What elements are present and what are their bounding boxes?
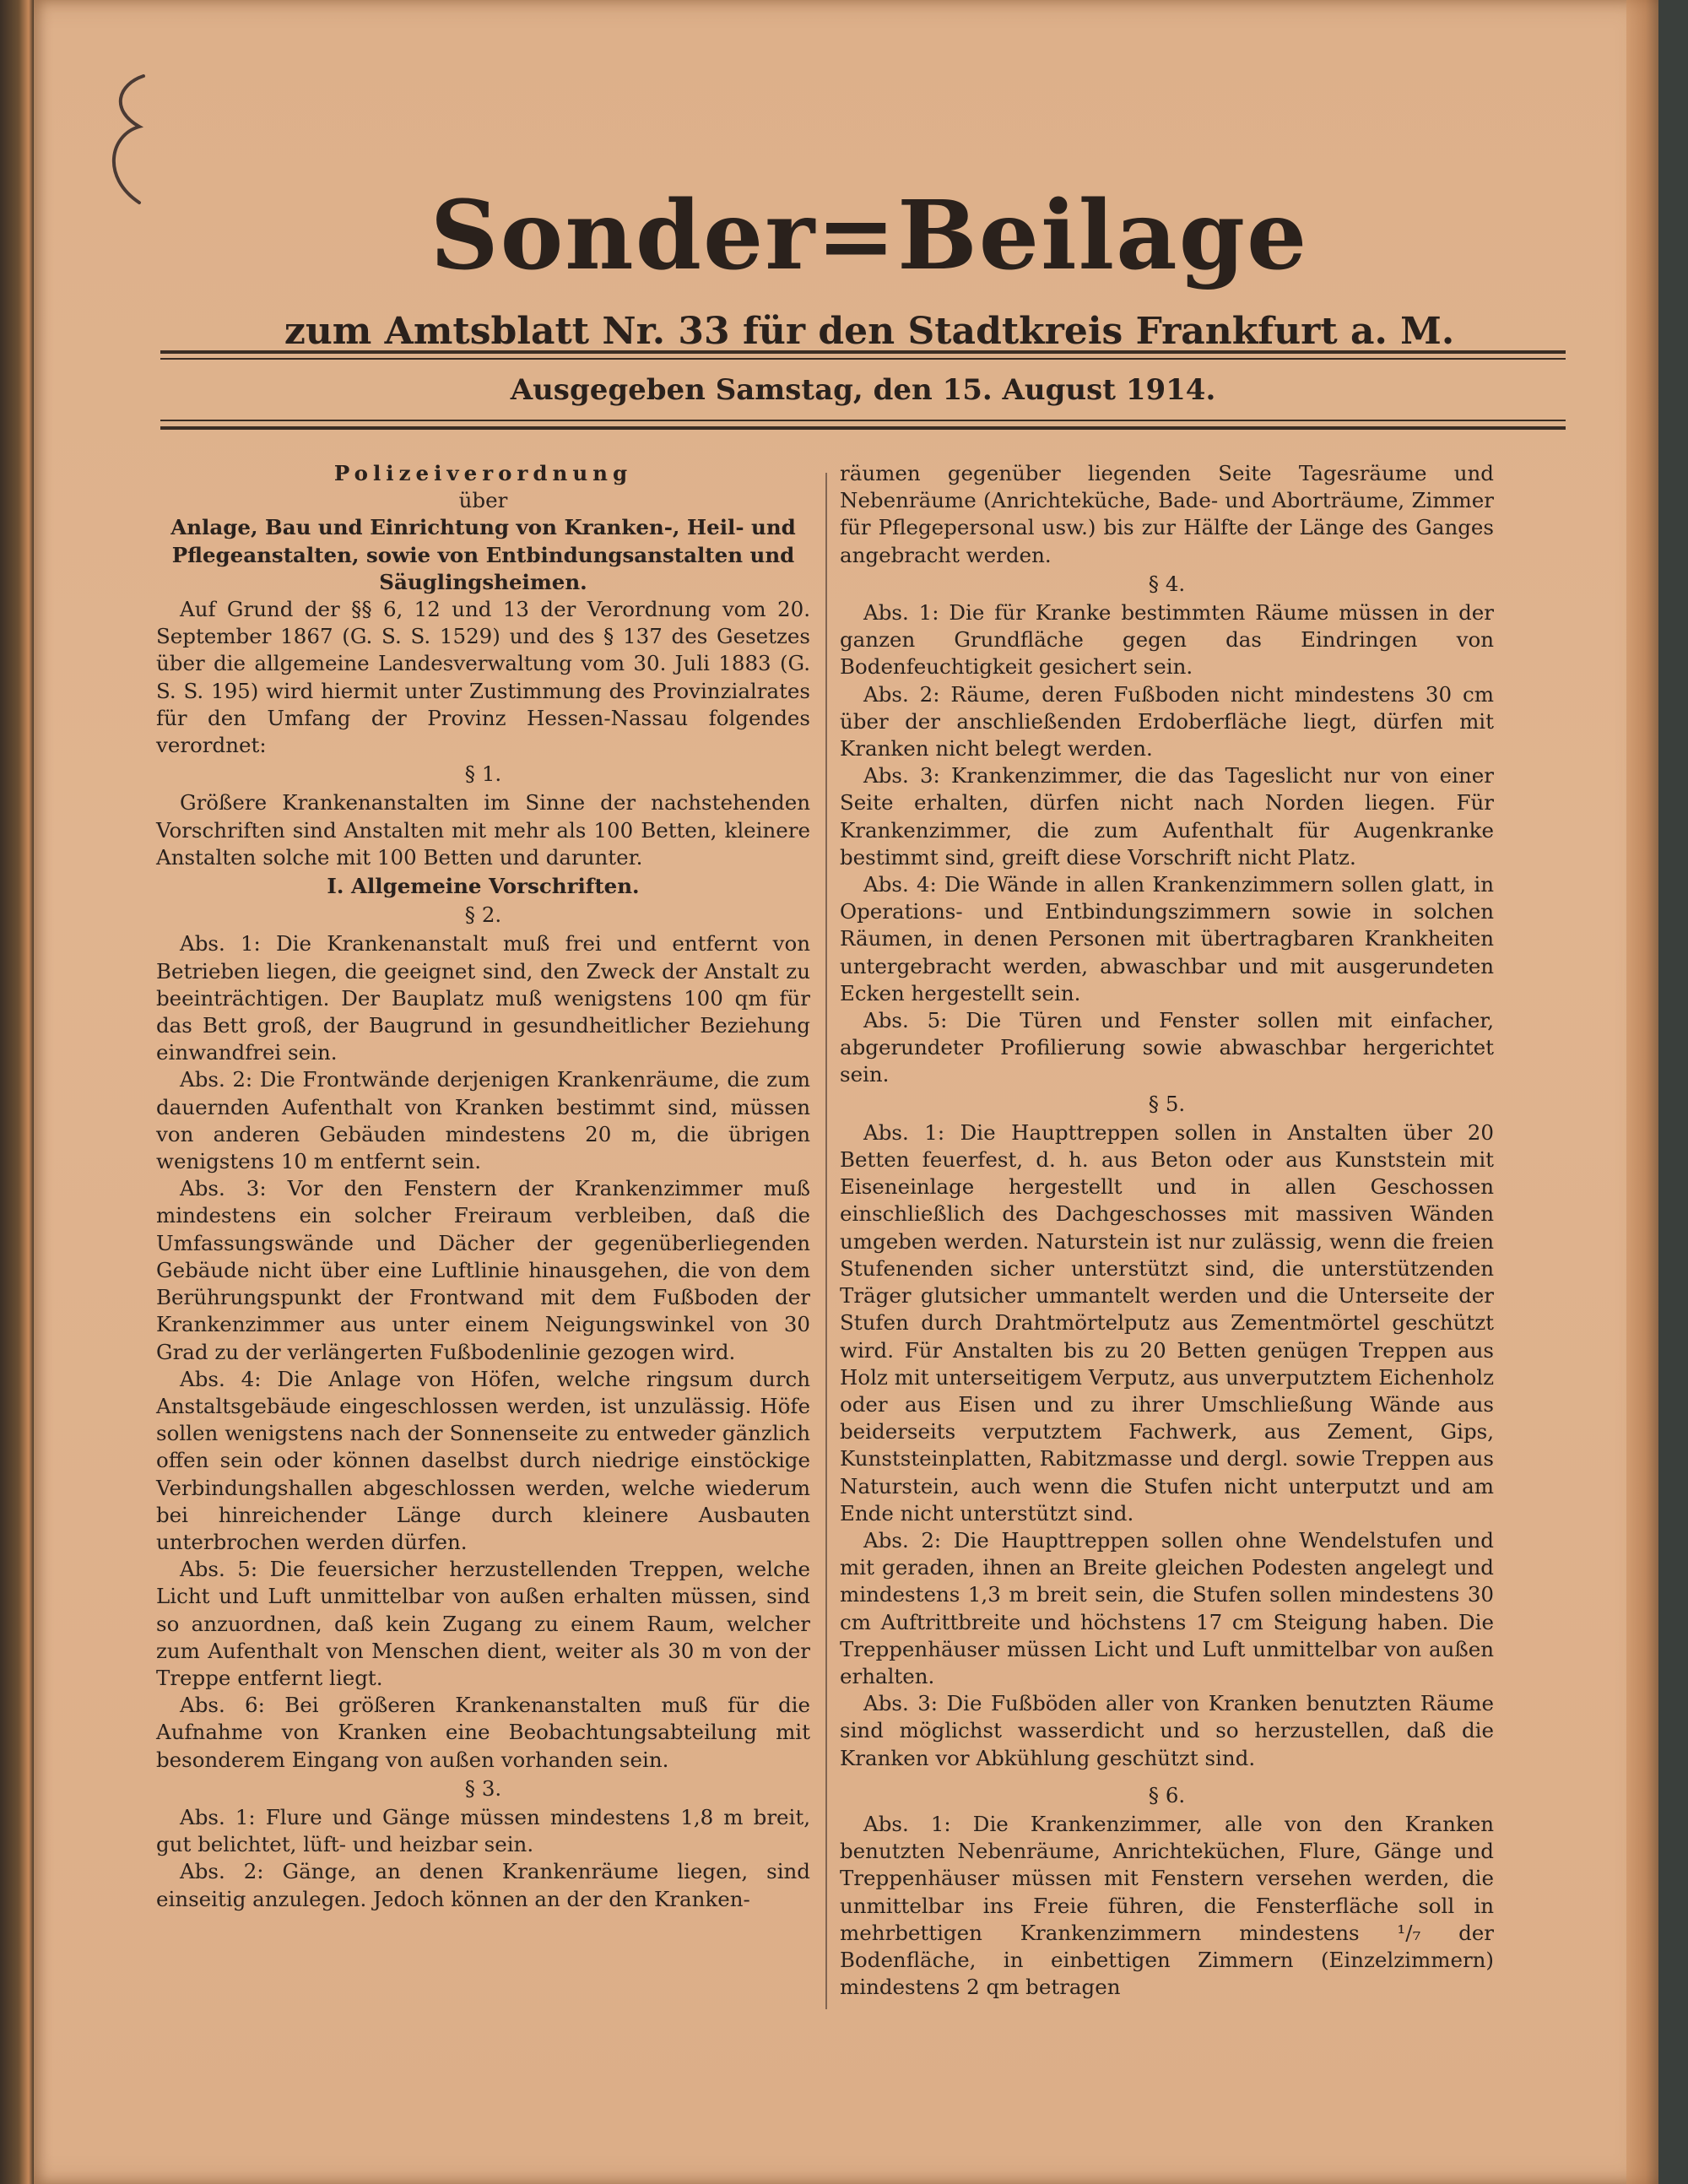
- section-5-heading: § 5.: [1148, 1091, 1186, 1116]
- section-4-abs-1: Abs. 1: Die für Kranke bestimmten Räume müssen in der ganzen Grundfläche gegen das Eindringen von Bodenfeuchtigkeit gesichert sein.: [840, 600, 1494, 680]
- section-4-abs-4: Abs. 4: Die Wände in allen Krankenzimmern sollen glatt, in Operations- und Entbindungszimmern sowie in solchen Räumen, in denen Personen mit übertragbaren Krankheiten untergebracht werden, abwaschbar und mit ausgerundeten Ecken hergestellt sein.: [840, 872, 1494, 1005]
- section-3-continued: räumen gegenüber liegenden Seite Tagesräume und Nebenräume (Anrichteküche, Bade- und Aborträume, Zimmer für Pflegepersonal usw.) bis zur Hälfte der Länge des Ganges angebracht werden.: [840, 461, 1494, 567]
- section-1-text: Größere Krankenanstalten im Sinne der nachstehenden Vorschriften sind Anstalten mit mehr als 100 Betten, kleinere Anstalten solche mit 100 Betten und darunter.: [156, 790, 810, 870]
- column-left: [156, 460, 810, 1913]
- section-2-heading: § 2.: [464, 902, 502, 928]
- section-4-abs-5: Abs. 5: Die Türen und Fenster sollen mit einfacher, abgerundeter Profilierung sowie abwaschbar hergerichtet sein.: [840, 1008, 1494, 1087]
- section-3-abs-1: Abs. 1: Flure und Gänge müssen mindestens 1,8 m breit, gut belichtet, lüft- und heizbar sein.: [156, 1804, 810, 1857]
- part-1-heading: I. Allgemeine Vorschriften.: [327, 874, 640, 899]
- section-6-heading: § 6.: [1148, 1782, 1186, 1807]
- ordinance-subject: Anlage, Bau und Einrichtung von Kranken-, Heil- und Pflegeanstalten, sowie von Entbindungsanstalten und Säuglingsheimen.: [170, 515, 796, 594]
- section-2-abs-3: Abs. 3: Vor den Fenstern der Krankenzimmer muß mindestens ein solcher Freiraum verbleiben, daß die Umfassungswände und Dächer der gegenüberliegenden Gebäude nicht über eine Luftlinie hinausgehen, die von dem Berührungspunkt der Frontwand mit dem Fußboden der Krankenzimmer aus unter einem Neigungswinkel von 30 Grad zu der verlängerten Fußbodenlinie gezogen wird.: [156, 1176, 810, 1364]
- issue-date-line: Ausgegeben Samstag, den 15. August 1914.: [510, 373, 1216, 407]
- section-2-abs-2: Abs. 2: Die Frontwände derjenigen Krankenräume, die zum dauernden Aufenthalt von Kranken bestimmt sind, müssen von anderen Gebäuden mindestens 20 m, die übrigen wenigstens 10 m entfernt sein.: [156, 1067, 810, 1174]
- ordinance-ueber: über: [458, 488, 508, 513]
- section-3-abs-2: Abs. 2: Gänge, an denen Krankenräume liegen, sind einseitig anzulegen. Jedoch können an der den Kranken-: [156, 1859, 810, 1911]
- column-right: [840, 460, 1494, 2001]
- section-4-abs-3: Abs. 3: Krankenzimmer, die das Tageslicht nur von einer Seite erhalten, dürfen nicht nach Norden liegen. Für Krankenzimmer, die zum Aufenthalt für Augenkranke bestimmt sind, greift diese Vorschrift nicht Platz.: [840, 763, 1494, 870]
- section-5-abs-3: Abs. 3: Die Fußböden aller von Kranken benutzten Räume sind möglichst wasserdicht und so herzustellen, daß die Kranken vor Abkühlung geschützt sind.: [840, 1691, 1494, 1770]
- column-divider: [825, 473, 827, 2009]
- spacer: [840, 1772, 1494, 1780]
- rule-top-thin: [160, 358, 1566, 360]
- section-2-abs-6: Abs. 6: Bei größeren Krankenanstalten muß für die Aufnahme von Kranken eine Beobachtungsabteilung mit besonderem Eingang von außen vorhanden sein.: [156, 1693, 810, 1772]
- page-edge-shadow: [1626, 0, 1658, 2184]
- section-5-abs-1: Abs. 1: Die Haupttreppen sollen in Anstalten über 20 Betten feuerfest, d. h. aus Beton oder aus Kunststein mit Eiseneinlage hergestellt und in allen Geschossen einschließlich des Dachgeschosses mit massiven Wänden umgeben werden. Naturstein ist nur zulässig, wenn die freien Stufenenden sicher unterstützt sind, die unterstützenden Träger glutsicher ummantelt werden und die Unterseite der Stufen durch Drahtmörtelputz aus Zementmörtel geschützt wird. Für Anstalten bis zu 20 Betten genügen Treppen aus Holz mit unterseitigem Verputz, aus unverputztem Eichenholz oder aus Eisen und zu ihrer Umschließung Wände aus beiderseits verputztem Fachwerk, aus Zement, Gips, Kunststeinplatten, Rabitzmasse und dergl. sowie Treppen aus Naturstein, auch wenn die Stufen nicht unterputzt und am Ende nicht unterstützt sind.: [840, 1119, 1494, 1526]
- section-3-heading: § 3.: [464, 1775, 502, 1801]
- section-4-abs-2: Abs. 2: Räume, deren Fußboden nicht mindestens 30 cm über der anschließenden Erdoberfläche liegt, dürfen mit Kranken nicht belegt werden.: [840, 681, 1494, 761]
- masthead-subtitle: zum Amtsblatt Nr. 33 für den Stadtkreis Frankfurt a. M.: [284, 310, 1455, 353]
- section-2-abs-4: Abs. 4: Die Anlage von Höfen, welche ringsum durch Anstaltsgebäude eingeschlossen werden, ist unzulässig. Höfe sollen wenigstens nach der Sonnenseite zu entweder gänzlich offen sein oder können daselbst durch niedrige einstöckige Verbindungshallen abgeschlossen werden, welche wiederum bei hinreichender Länge durch kleinere Ausbauten unterbrochen werden dürfen.: [156, 1366, 810, 1554]
- rule-top-thick: [160, 350, 1566, 354]
- ordinance-heading: Polizeiverordnung: [333, 461, 633, 485]
- section-2-abs-5: Abs. 5: Die feuersicher herzustellenden Treppen, welche Licht und Luft unmittelbar von außen erhalten müssen, sind so anzuordnen, daß kein Zugang zu einem Raum, welcher zum Aufenthalt von Menschen dient, weiter als 30 m von der Treppe entfernt liegt.: [156, 1557, 810, 1690]
- section-2-abs-1: Abs. 1: Die Krankenanstalt muß frei und entfernt von Betrieben liegen, die geeignet sind, den Zweck der Anstalt zu beeinträchtigen. Der Bauplatz muß wenigstens 100 qm für das Bett groß, der Baugrund in gesundheitlicher Beziehung einwandfrei sein.: [156, 931, 810, 1065]
- section-4-heading: § 4.: [1148, 571, 1186, 596]
- rule-bottom-thick: [160, 426, 1566, 430]
- masthead-title: Sonder=Beilage: [430, 181, 1309, 291]
- section-5-abs-2: Abs. 2: Die Haupttreppen sollen ohne Wendelstufen und mit geraden, ihnen an Breite gleichen Podesten angelegt und mindestens 1,3 m breit sein, die Stufen sollen mindestens 30 cm Auftrittbreite und höchstens 17 cm Steigung haben. Die Treppenhäuser müssen Licht und Luft unmittelbar von außen erhalten.: [840, 1527, 1494, 1688]
- section-6-abs-1: Abs. 1: Die Krankenzimmer, alle von den Kranken benutzten Nebenräume, Anrichteküchen, Flure, Gänge und Treppenhäuser müssen mit Fenstern versehen werden, die unmittelbar ins Freie führen, die Fensterfläche soll in mehrbettigen Krankenzimmern mindestens ¹/₇ der Bodenfläche, in einbettigen Zimmern (Einzelzimmern) mindestens 2 qm betragen: [840, 1811, 1494, 2000]
- rule-bottom-thin: [160, 420, 1566, 421]
- document-page: [34, 0, 1658, 2184]
- scan-background-left: [0, 0, 34, 2184]
- masthead: [118, 182, 1620, 355]
- ordinance-intro: Auf Grund der §§ 6, 12 und 13 der Verordnung vom 20. September 1867 (G. S. S. 1529) und des § 137 des Gesetzes über die allgemeine Landesverwaltung vom 30. Juli 1883 (G. S. S. 195) wird hiermit unter Zustimmung des Provinzialrates für den Umfang der Provinz Hessen-Nassau folgendes verordnet:: [156, 597, 810, 758]
- section-1-heading: § 1.: [464, 761, 502, 787]
